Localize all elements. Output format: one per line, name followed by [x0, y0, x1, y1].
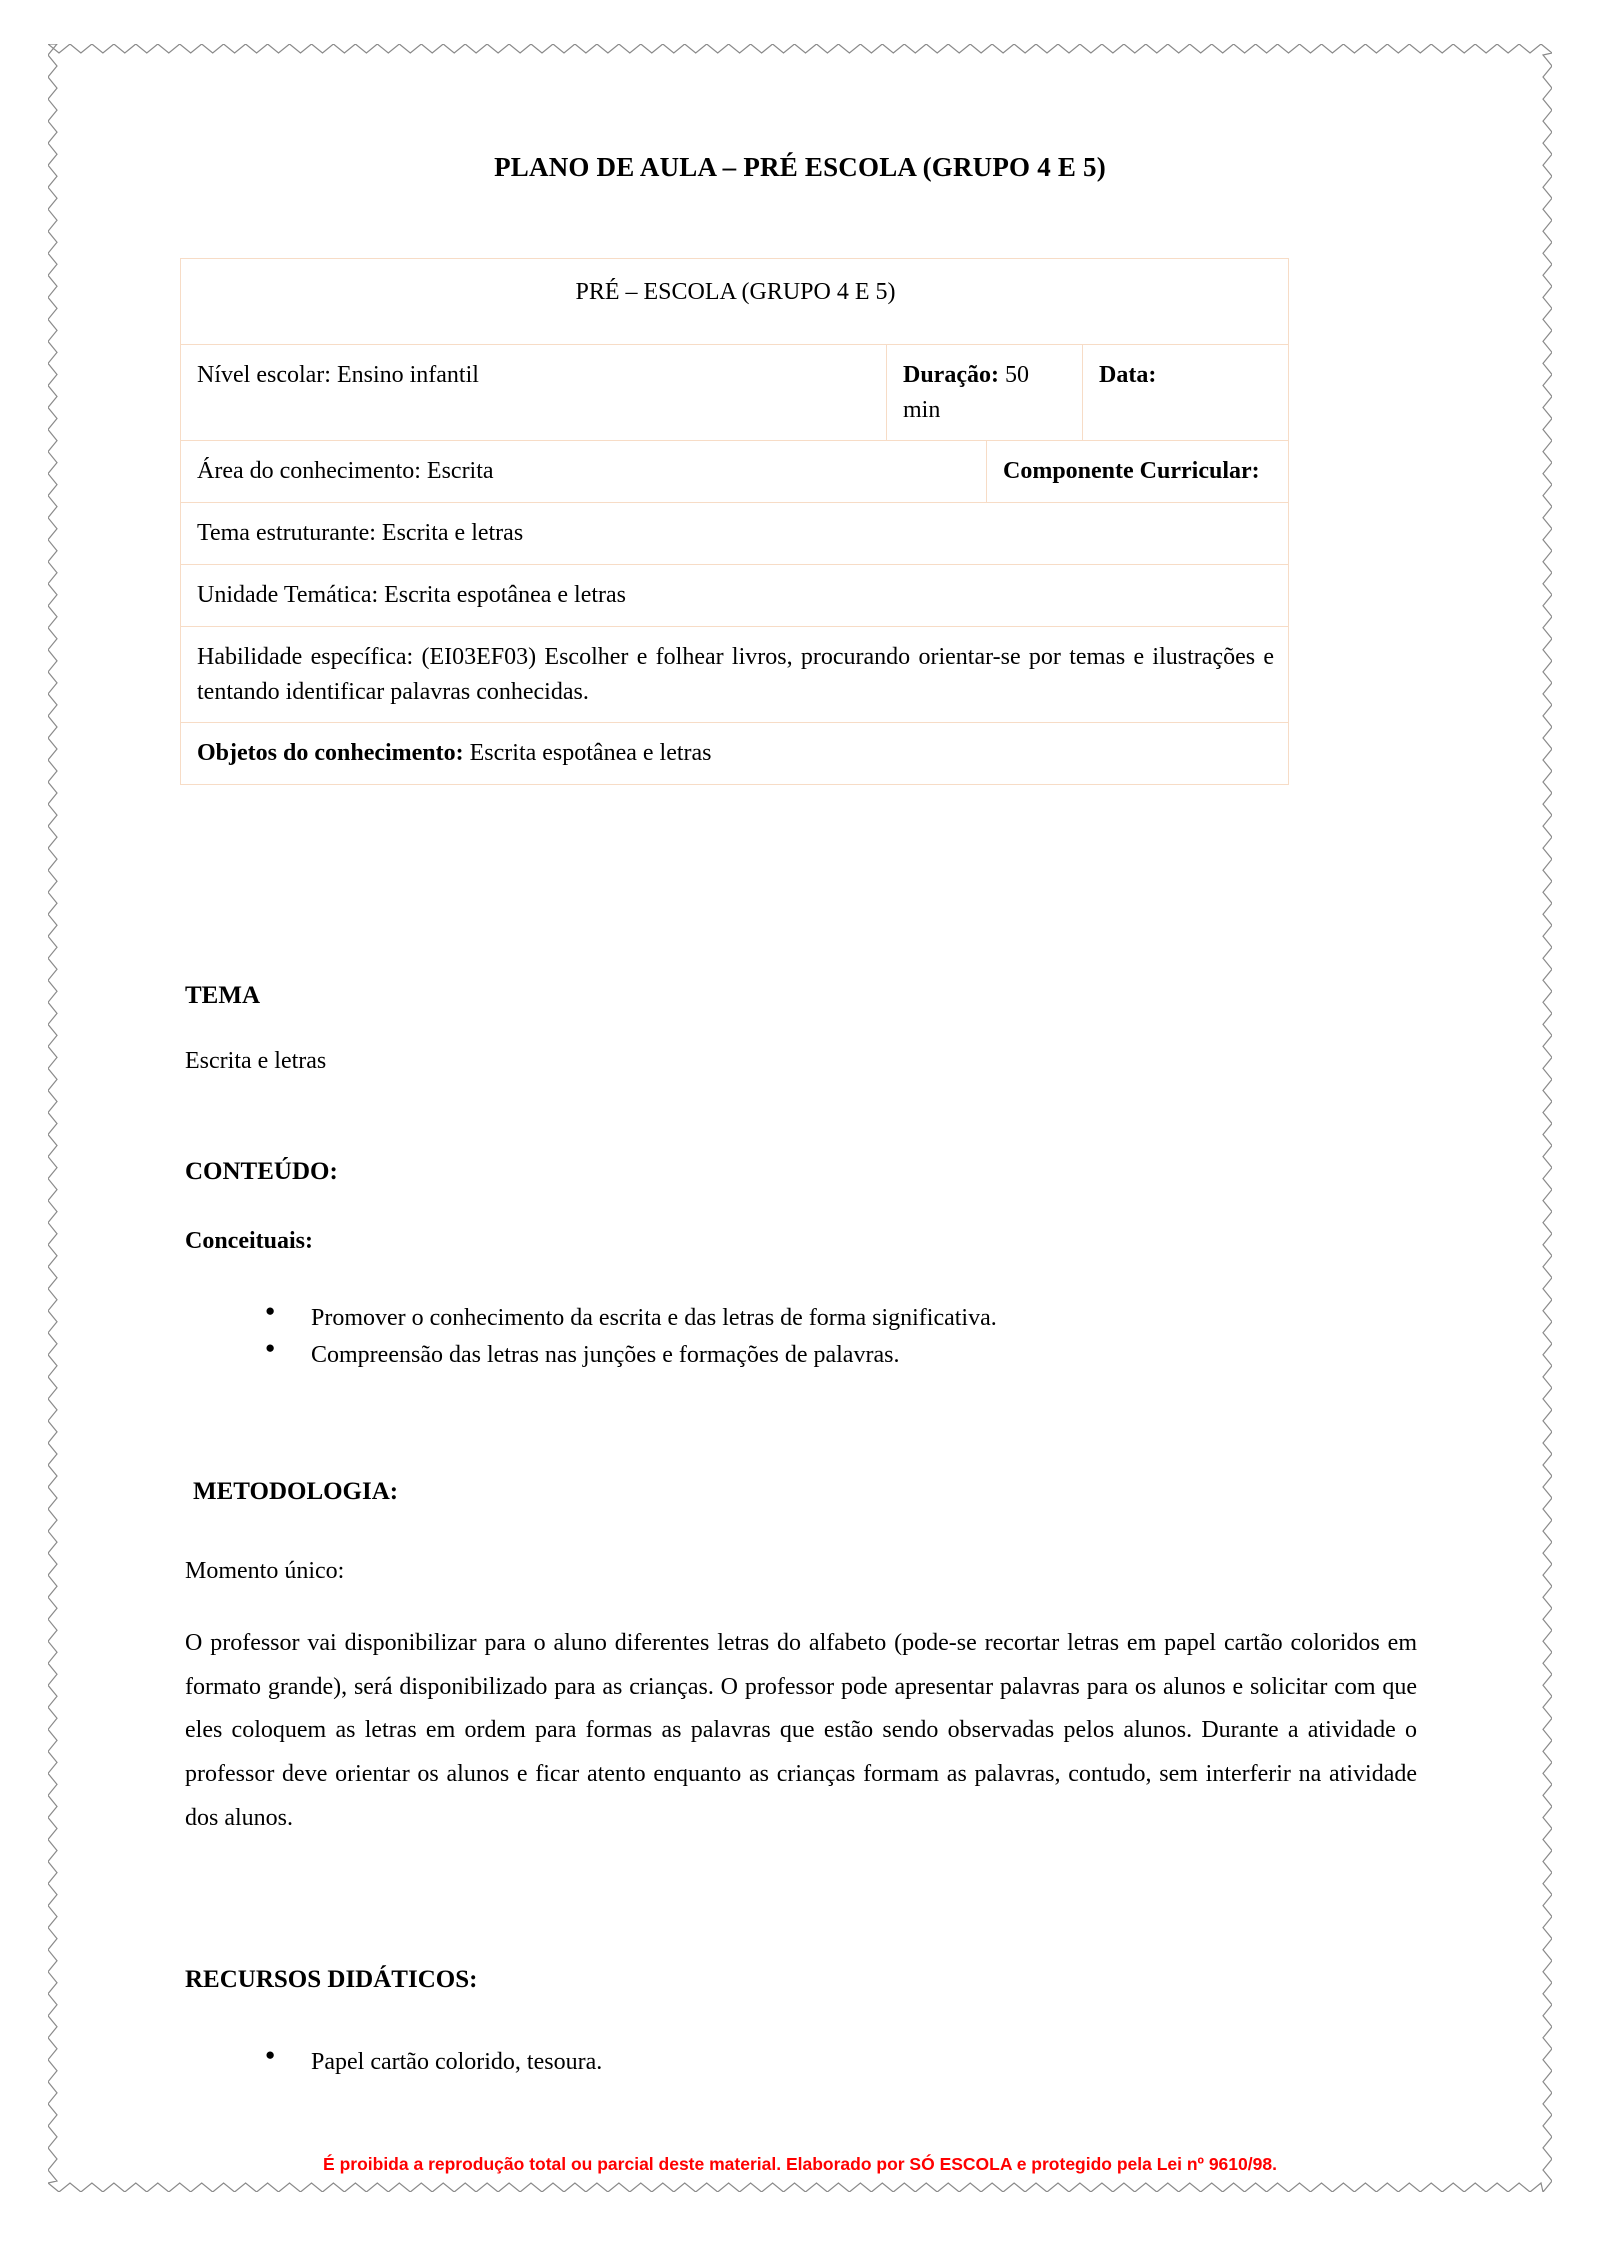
- table-row: [181, 503, 1289, 565]
- cell-data: [1083, 344, 1289, 441]
- cell-habilidade-especifica: Habilidade específica: (EI03EF03) Escolher e folhear livros, procurando orientar-se por temas e ilustrações e tentando identificar palavras conhecidas.: [181, 626, 1289, 723]
- cell-tema-estruturante: Tema estruturante: Escrita e letras: [181, 503, 1289, 565]
- componente-curricular-label: Componente Curricular:: [1003, 458, 1260, 485]
- data-label: Data:: [1099, 361, 1157, 388]
- list-conceituais: [185, 1300, 1505, 1374]
- table-row: [181, 344, 1289, 441]
- table-row: [181, 564, 1289, 626]
- heading-tema: TEMA: [185, 982, 260, 1009]
- text-momento-unico: Momento único:: [185, 1558, 345, 1584]
- list-item: ● Compreensão das letras nas junções e formações de palavras.: [265, 1337, 1505, 1374]
- list-item: ● Papel cartão colorido, tesoura.: [265, 2044, 1505, 2081]
- table-header-cell: PRÉ – ESCOLA (GRUPO 4 E 5): [181, 259, 1289, 345]
- duracao-value: 50 min: [903, 361, 1029, 423]
- cell-objetos-conhecimento: [181, 723, 1289, 785]
- objetos-label: Objetos do conhecimento:: [197, 740, 464, 767]
- list-item: ● Promover o conhecimento da escrita e das letras de forma significativa.: [265, 1300, 1505, 1337]
- table-row: [181, 259, 1289, 345]
- table-row: [181, 441, 1289, 503]
- heading-metodologia: METODOLOGIA:: [193, 1478, 399, 1505]
- page-title: PLANO DE AULA – PRÉ ESCOLA (GRUPO 4 E 5): [494, 152, 1106, 182]
- heading-recursos-didaticos: RECURSOS DIDÁTICOS:: [185, 1966, 478, 1993]
- table-row: [181, 723, 1289, 785]
- paragraph-metodologia: O professor vai disponibilizar para o aluno diferentes letras do alfabeto (pode-se recortar letras em papel cartão coloridos em formato grande), será disponibilizado para as crianças. O professor pode apresentar palavras para os alunos e solicitar com que eles coloquem as letras em ordem para formas as palavras que estão sendo observadas pelos alunos. Durante a atividade o professor deve orientar os alunos e ficar atento enquanto as crianças formam as palavras, contudo, sem interferir na atividade dos alunos.: [185, 1630, 1417, 1831]
- cell-duracao: [887, 344, 1083, 441]
- list-recursos: [185, 2044, 1505, 2081]
- cell-nivel-escolar: Nível escolar: Ensino infantil: [181, 344, 887, 441]
- table-row: [181, 626, 1289, 723]
- duracao-label: Duração:: [903, 361, 999, 388]
- cell-unidade-tematica: Unidade Temática: Escrita espotânea e letras: [181, 564, 1289, 626]
- heading-conceituais: Conceituais:: [185, 1228, 313, 1254]
- cell-area-conhecimento: Área do conhecimento: Escrita: [181, 441, 987, 503]
- text-tema: Escrita e letras: [185, 1048, 327, 1074]
- lesson-info-table: [180, 258, 1289, 785]
- objetos-value: Escrita espotânea e letras: [463, 740, 712, 767]
- heading-conteudo: CONTEÚDO:: [185, 1158, 338, 1185]
- cell-componente-curricular: [987, 441, 1289, 503]
- footer-copyright-note: É proibida a reprodução total ou parcial deste material. Elaborado por SÓ ESCOLA e protegido pela Lei nº 9610/98.: [323, 2154, 1277, 2174]
